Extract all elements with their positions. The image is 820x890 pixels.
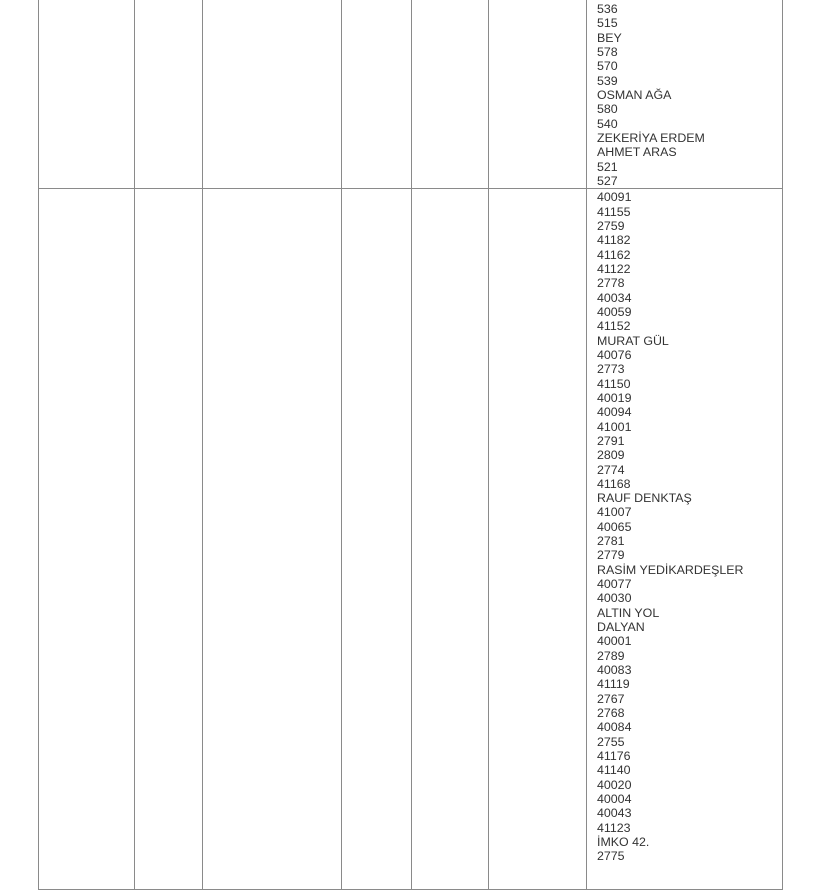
table-row (39, 189, 783, 890)
street-name: 570 (597, 59, 618, 74)
table-row (39, 0, 783, 189)
street-name: 41182 (597, 233, 631, 248)
street-list-cell (587, 189, 783, 890)
table-cell (342, 0, 412, 189)
street-name: DALYAN (597, 620, 645, 635)
table-cell (489, 189, 587, 890)
street-name: 2791 (597, 433, 625, 448)
street-name: RAUF DENKTAŞ (597, 491, 692, 506)
street-name: 578 (597, 44, 618, 59)
street-name: 41122 (597, 261, 631, 276)
street-name: 41119 (597, 677, 630, 692)
street-name: 2779 (597, 548, 625, 563)
street-name: 40094 (597, 405, 632, 420)
street-name: ZEKERİYA ERDEM (597, 130, 705, 145)
street-name: 2809 (597, 448, 625, 463)
table-cell (412, 189, 489, 890)
street-name: 40004 (597, 792, 632, 807)
table-cell (39, 189, 135, 890)
table-cell (203, 189, 342, 890)
street-name: 40059 (597, 304, 632, 319)
street-name: AHMET ARAS (597, 145, 677, 160)
table-cell (135, 0, 203, 189)
street-name: 2767 (597, 691, 625, 706)
street-name: 2759 (597, 218, 625, 233)
street-list-cell (587, 0, 783, 189)
street-name: 515 (597, 16, 618, 31)
street-name: 40083 (597, 663, 632, 678)
street-name: 40001 (597, 634, 632, 649)
street-name: 41001 (597, 419, 632, 434)
street-name: 41168 (597, 476, 631, 491)
table-cell (39, 0, 135, 189)
street-name: 41140 (597, 763, 631, 778)
street-name: 41007 (597, 505, 632, 520)
street-name: MURAT GÜL (597, 333, 669, 348)
table-cell (203, 0, 342, 189)
street-name: 540 (597, 116, 618, 131)
street-name: 40076 (597, 347, 632, 362)
street-name: 41150 (597, 376, 631, 391)
street-name: 539 (597, 73, 618, 88)
street-name: 40034 (597, 290, 632, 305)
street-name: 41155 (597, 204, 631, 219)
street-name: BEY (597, 30, 622, 45)
street-name: 40043 (597, 806, 632, 821)
street-name: 536 (597, 2, 618, 16)
street-name: 41176 (597, 749, 631, 764)
table-cell (489, 0, 587, 189)
street-name: 2789 (597, 648, 625, 663)
street-name: 40019 (597, 390, 632, 405)
street-name: 521 (597, 159, 618, 174)
street-name: 41152 (597, 319, 631, 334)
street-name: 40065 (597, 519, 632, 534)
street-name: 40091 (597, 190, 632, 205)
street-name: 2775 (597, 849, 625, 864)
street-name: 527 (597, 173, 618, 188)
table-cell (342, 189, 412, 890)
street-name: 2781 (597, 534, 625, 549)
outage-table (38, 0, 783, 890)
table-cell (135, 189, 203, 890)
street-name: 2768 (597, 706, 625, 721)
street-name: 2773 (597, 362, 625, 377)
street-list (587, 189, 782, 863)
street-name: 580 (597, 102, 618, 117)
street-name: RASİM YEDİKARDEŞLER (597, 562, 744, 577)
street-name: 41162 (597, 247, 631, 262)
street-name: 40077 (597, 577, 632, 592)
table-cell (412, 0, 489, 189)
street-name: 40030 (597, 591, 632, 606)
street-name: 40020 (597, 777, 632, 792)
street-name: 2774 (597, 462, 625, 477)
street-name: 2755 (597, 734, 625, 749)
street-name: 40084 (597, 720, 632, 735)
street-name: 2778 (597, 276, 625, 291)
street-name: 41123 (597, 820, 631, 835)
street-list (587, 0, 782, 188)
street-name: ALTIN YOL (597, 605, 660, 620)
street-name: İMKO 42. (597, 835, 650, 850)
street-name: OSMAN AĞA (597, 87, 672, 102)
